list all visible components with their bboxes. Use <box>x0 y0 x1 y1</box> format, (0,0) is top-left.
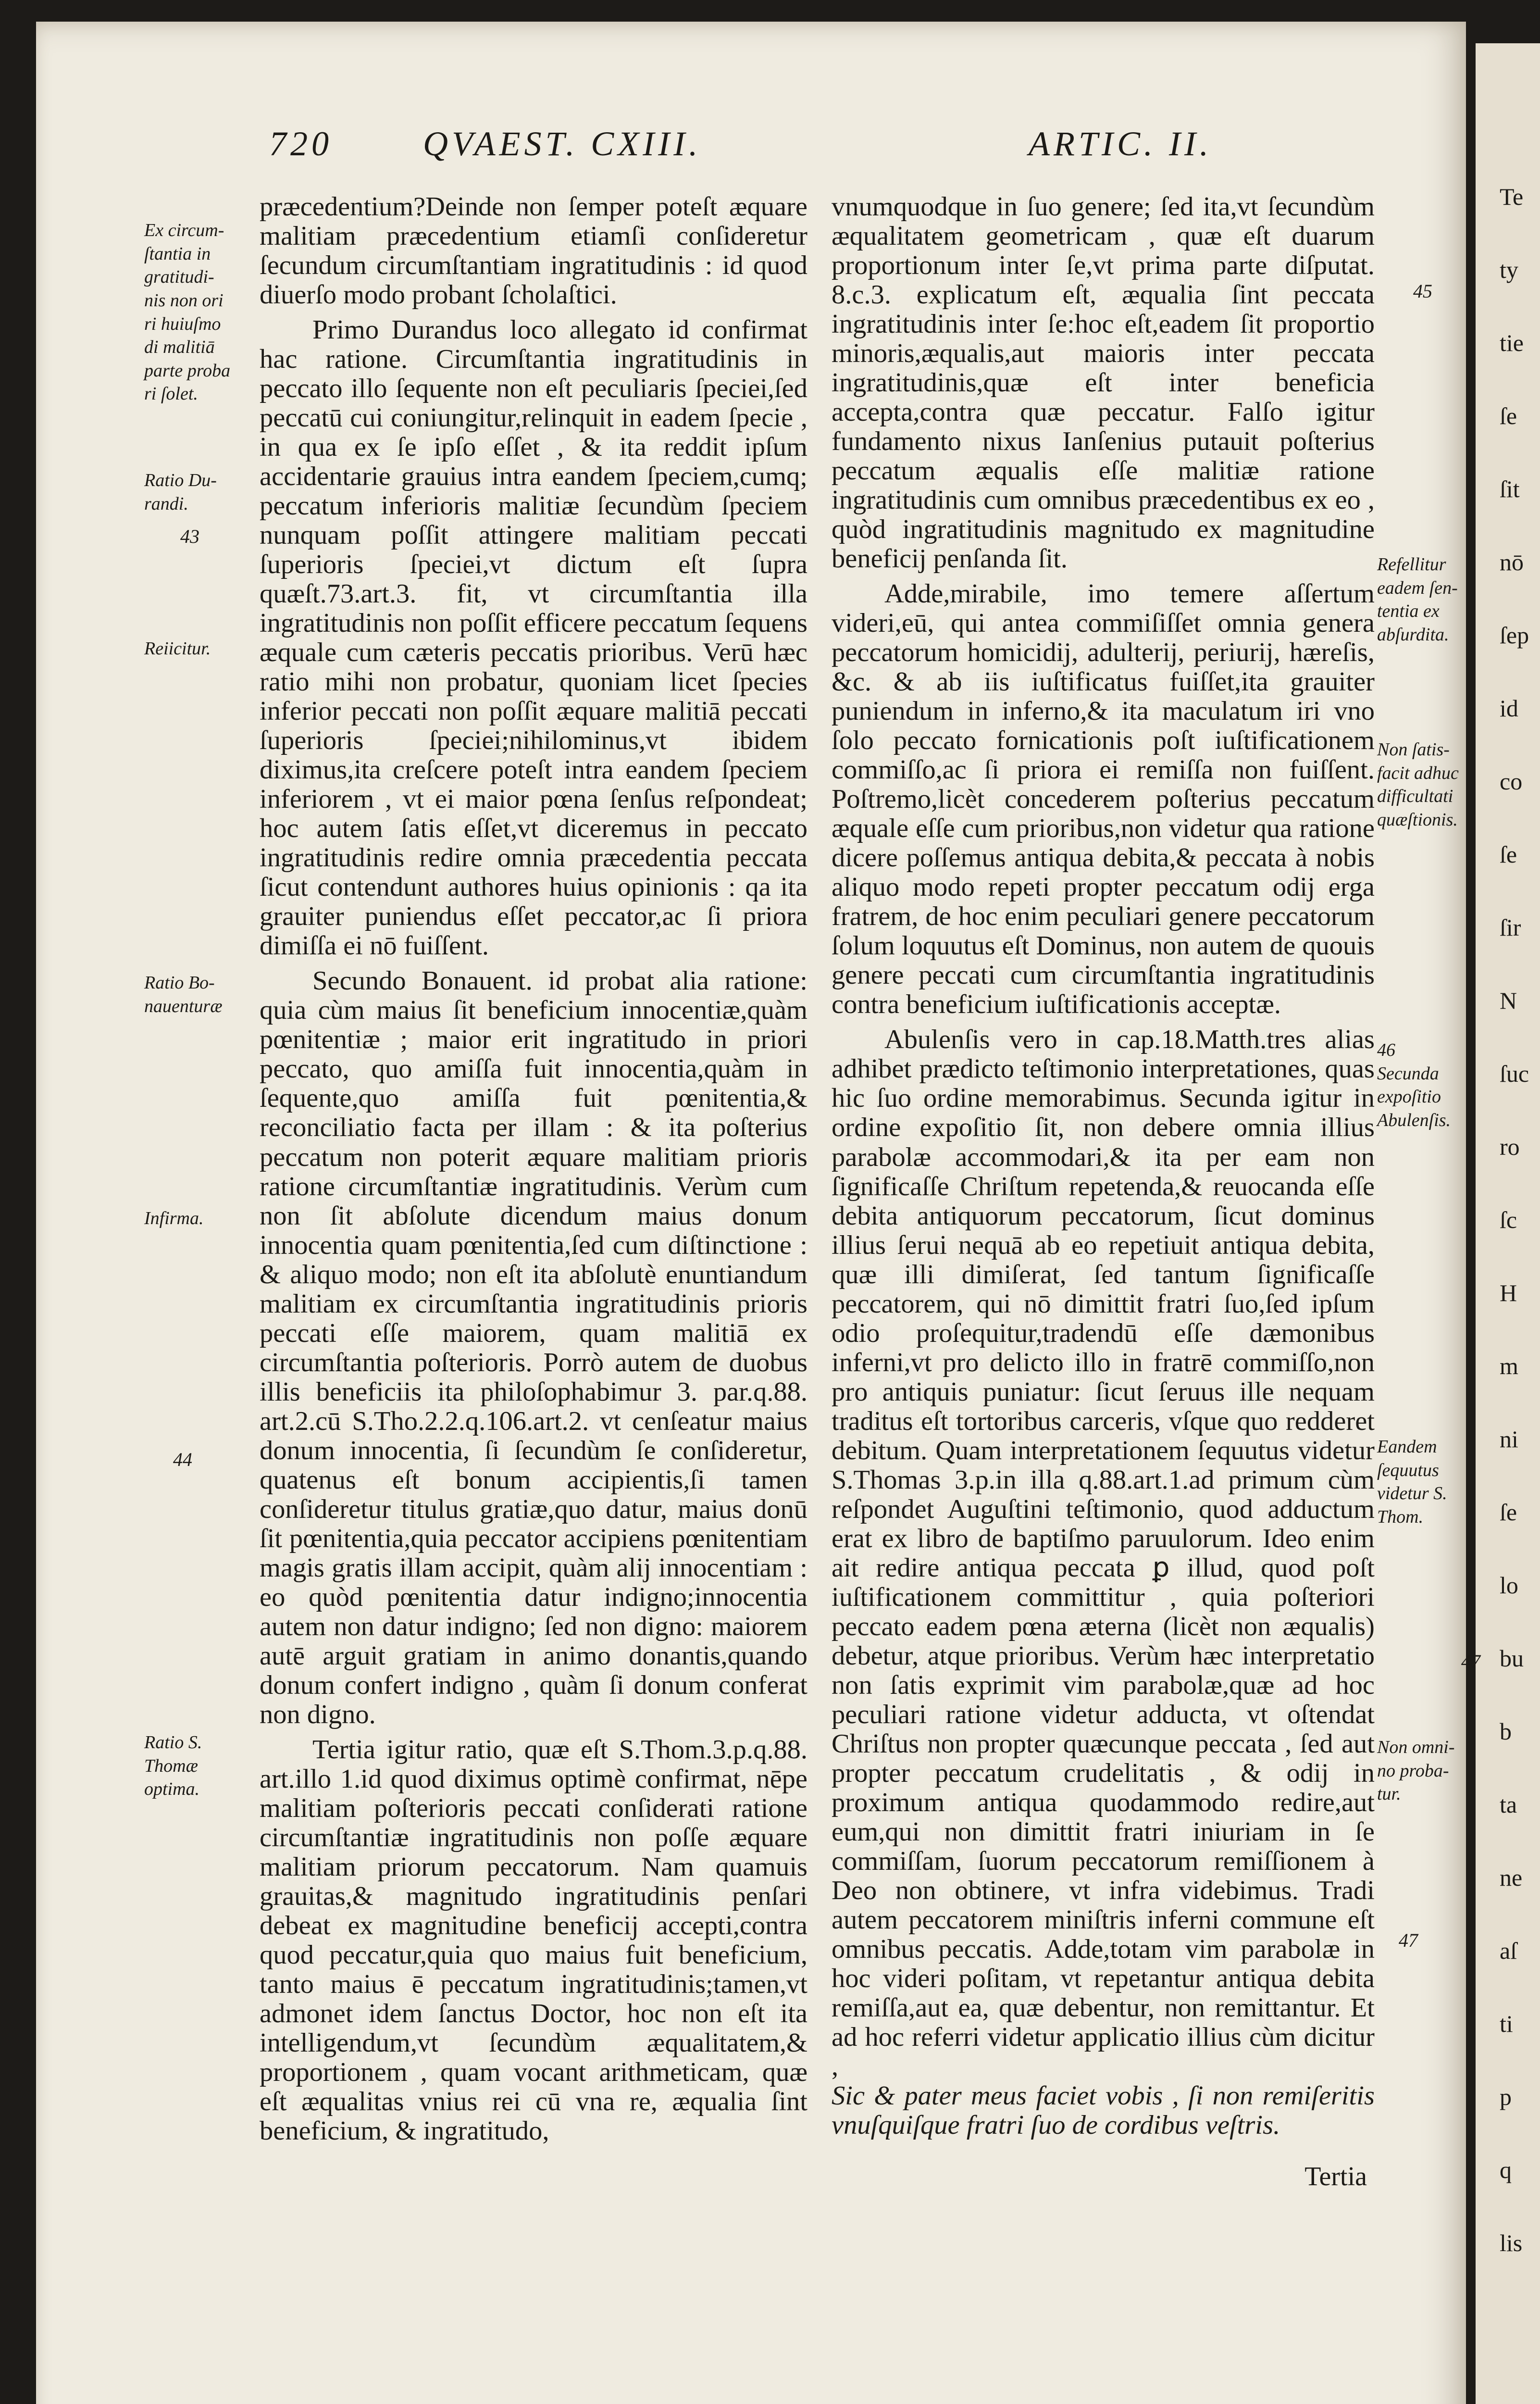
section-number: 47 <box>1461 1651 1480 1672</box>
next-page-line-fragment: ſe <box>1500 841 1517 868</box>
next-page-line-fragment: q <box>1500 2156 1512 2183</box>
page-number: 720 <box>269 125 333 163</box>
scripture-quote: Sic & pater meus faciet vobis , ſi non remiſeritis vnuſquiſque fratri ſuo de cordibus veſtris. <box>832 2081 1375 2141</box>
next-page-line-fragment: lis <box>1500 2229 1523 2256</box>
next-page-line-fragment: ni <box>1500 1426 1518 1452</box>
next-page-line-fragment: ſit <box>1500 476 1520 502</box>
right-text-column <box>832 192 1375 2140</box>
paragraph: præcedentium?Deinde non ſemper poteſt æquare malitiam præcedentium etiamſi conſideretur ſecundum circumſtantiam ingratitudinis : id quod diuerſo modo probant ſcholaſtici. <box>260 192 807 310</box>
next-page-line-fragment: aſ <box>1500 1937 1517 1964</box>
margin-note: Non omni- no proba- tur. <box>1377 1737 1455 1804</box>
section-number: 47 <box>1399 1929 1418 1951</box>
margin-note: Infirma. <box>144 1208 204 1228</box>
margin-note: Ratio S. Thomæ optima. <box>144 1732 202 1800</box>
paragraph: Secundo Bonauent. id probat alia ratione: quia cùm maius ſit beneficium innocentiæ,quàm pœnitentiæ ; maior erit ingratitudo in priori peccato, quo amiſſa fuit innocentia,quàm in ſequente,quo amiſſa fuit pœnitentia,& reconciliatio facta per illam : & ita poſterius peccatum non poterit æquare malitiam prioris ratione circumſtantiæ ingratitudinis. Verùm cum non ſit abſolute dicendum maius donum innocentia quam pœnitentia,ſed cum diſtinctione : & aliquo modo; non eſt ita abſolutè enuntiandum malitiam ex circumſtantia ingratitudinis prioris peccati eſſe maiorem, quam malitiā ex circumſtantia poſterioris. Porrò autem de duobus illis beneficiis ita philoſophabimur 3. par.q.88. art.2.cū S.Tho.2.2.q.106.art.2. vt cenſeatur maius donum innocentia, ſi ſecundùm ſe conſideretur, quatenus eſt bonum accipientis,ſi tamen conſideretur titulus gratiæ,quo datur, maius donū ſit pœnitentia,quia peccator accipiens pœnitentiam magis gratis illam accipit, quàm alij innocentiam : eo quòd pœnitentia datur indigno;innocentia autem non datur indigno; ſed non digno: maiorem autē arguit gratiam in animo donantis,quando donum confert indigno , quàm ſi donum conferat non digno. <box>260 966 807 1729</box>
section-number: 43 <box>180 526 199 547</box>
next-page-line-fragment: nō <box>1500 549 1524 576</box>
next-page-line-fragment: ty <box>1500 256 1518 283</box>
next-page-line-fragment: bu <box>1500 1645 1524 1672</box>
next-page-line-fragment: ro <box>1500 1133 1520 1160</box>
margin-note: Non ſatis- facit adhuc difficultati quæſtionis. <box>1377 739 1459 830</box>
paragraph: Primo Durandus loco allegato id confirmat hac ratione. Circumſtantia ingratitudinis in peccato illo ſequente non eſt peculiaris ſpeciei,ſed peccatū cui coniungitur,relinquit in eadem ſpecie , in qua ex ſe ipſo eſſet , & ita reddit ipſum accidentarie grauius intra eandem ſpeciem,cumq; peccatum inferioris malitiæ ſecundùm ſpeciem nunquam poſſit attingere malitiam peccati ſuperioris ſpeciei,vt dictum eſt ſupra quæſt.73.art.3. fit, vt circumſtantia illa ingratitudinis non poſſit efficere peccatum ſequens æquale cum cæteris peccatis prioribus. Verū hæc ratio mihi non probatur, quoniam licet ſpecies inferior peccati non poſſit æquare malitiā peccati ſuperioris ſpeciei;nihilominus,vt ibidem diximus,ita creſcere poteſt intra eandem ſpeciem inferiorem , vt ei maior pœna ſenſus reſpondeat; hoc autem ſatis eſſet,vt diceremus in peccato ingratitudinis redire omnia præcedentia peccata ſicut contendunt authores huius opinionis : qa ita grauiter puniendus eſſet peccator,ac ſi priora dimiſſa ei nō fuiſſent. <box>260 315 807 961</box>
paragraph: Tertia igitur ratio, quæ eſt S.Thom.3.p.q.88. art.illo 1.id quod diximus optimè confirmat, nēpe malitiam poſterioris peccati conſiderati ratione circumſtantiæ ingratitudinis non poſſe æquare malitiam priorum peccatorum. Nam quamuis grauitas,& magnitudo ingratitudinis penſari debeat ex magnitudine beneficij accepti,contra quod peccatur,quia quo maius fuit beneficium, tanto maius ē peccatum ingratitudinis;tamen,vt admonet idem ſanctus Doctor, hoc non eſt ita intelligendum,vt ſecundùm æqualitatem,& proportionem , quam vocant arithmeticam, quæ eſt æqualitas vnius rei cū vna re, æqualia ſint beneficium, & ingratitudo, <box>260 1734 807 2146</box>
paragraph: vnumquodque in ſuo genere; ſed ita,vt ſecundùm æqualitatem geometricam , quæ eſt duarum proportionum inter ſe,vt prima parte diſputat. 8.c.3. explicatum eſt, æqualia ſint peccata ingratitudinis inter ſe:hoc eſt,eadem ſit proportio minoris,æqualis,aut maioris inter peccata ingratitudinis,quæ eſt inter beneficia accepta,contra quæ peccatur. Falſo igitur fundamento nixus Ianſenius putauit poſterius peccatum æqualis eſſe malitiæ ratione ingratitudinis cum omnibus præcedentibus ex eo , quòd ingratitudinis magnitudo ex magnitudine beneficij penſanda ſit. <box>832 192 1375 574</box>
next-page-line-fragment: tie <box>1500 329 1524 356</box>
next-page-line-fragment: ſc <box>1500 1206 1517 1233</box>
next-page-line-fragment: ſuc <box>1500 1060 1529 1087</box>
catchword: Tertia <box>1304 2162 1367 2191</box>
margin-note: Ex circum- ſtantia in gratitudi- nis non ori ri huiuſmo di malitiā parte proba ri ſolet. <box>144 220 231 404</box>
next-page-line-fragment: N <box>1500 987 1517 1014</box>
next-page-line-fragment: H <box>1500 1279 1517 1306</box>
next-page-line-fragment: p <box>1500 2083 1512 2110</box>
next-page-line-fragment: ſe <box>1500 1499 1517 1526</box>
paragraph: Abulenſis vero in cap.18.Matth.tres alias adhibet prædicto teſtimonio interpretationes, quas hic ſuo ordine memorabimus. Secunda igitur in ordine expoſitio ſit, non debere omnia illius parabolæ accommodari,& ita per eam non ſignificaſſe Chriſtum repetenda,& reuocanda eſſe debita antiquorum peccatorum, ſicut dominus illius ſerui nequā ab eo repetiuit antiqua debita, quæ illi dimiſerat, ſed tantum ſignificaſſe peccatorem, qui nō dimittit fratri ſuo,ſed ipſum odio proſequitur,tradendū eſſe dæmonibus inferni,vt pro delicto illo in fratrē commiſſo,non pro antiquis puniatur: ſicut ſeruus ille nequam traditus eſt tortoribus carceris, vſque quo redderet debitum. Quam interpretationem ſequutus videtur S.Thomas 3.p.in illa q.88.art.1.ad primum cùm reſpondet Auguſtini teſtimonio, quod adductum erat ex libro de baptiſmo paruulorum. Ideo enim ait redire antiqua peccata ꝑ illud, quod poſt iuſtificationem committitur , quia poſteriori peccato eadem pœna æterna (licèt non æqualis) debetur, atque prioribus. Verùm hæc interpretatio non ſatis exprimit vim parabolæ,quæ ad hoc peculiari ratione videtur adducta, vt oſtendat Chriſtus non propter quæcunque peccata , ſed aut propter peccatum crudelitatis , & odij in proximum antiqua quodammodo redire,aut eum,qui non dimittit fratri iniuriam in ſe commiſſam, ſuorum peccatorum remiſſionem à Deo non obtinere, vt infra videbimus. Tradi autem peccatorem miniſtris inferni commune eſt omnibus peccatis. Adde,totam vim parabolæ in hoc videri poſitam, vt repetantur antiqua debita remiſſa,aut ea, quæ debentur, non remittantur. Et ad hoc referri videtur applicatio illius cùm dicitur , <box>832 1025 1375 2081</box>
margin-note: Eandem ſequutus videtur S. Thom. <box>1377 1437 1447 1527</box>
next-page-line-fragment: lo <box>1500 1572 1518 1599</box>
running-title-right: ARTIC. II. <box>1029 125 1212 163</box>
next-page-line-fragment: ne <box>1500 1864 1523 1891</box>
next-page-line-fragment: m <box>1500 1352 1518 1379</box>
margin-note: 46 Secunda expoſitio Abulenſis. <box>1377 1040 1451 1130</box>
margin-note: Ratio Bo- nauenturæ <box>144 973 223 1016</box>
margin-note: Ratio Du- randi. <box>144 470 217 514</box>
section-number: 45 <box>1413 280 1432 302</box>
next-page-line-fragment: co <box>1500 768 1523 795</box>
running-title-left: QVAEST. CXIII. <box>423 125 702 163</box>
section-number: 44 <box>173 1449 192 1470</box>
margin-note: Reiicitur. <box>144 639 211 659</box>
next-page-line-fragment: ſe <box>1500 402 1517 429</box>
next-page-line-fragment: ti <box>1500 2010 1513 2037</box>
next-page-line-fragment: b <box>1500 1718 1512 1745</box>
next-page-line-fragment: Te <box>1500 183 1524 210</box>
next-page-line-fragment: ta <box>1500 1791 1517 1818</box>
next-page-line-fragment: id <box>1500 695 1518 722</box>
next-page-line-fragment: ſep <box>1500 622 1529 649</box>
paragraph: Adde,mirabile, imo temere aſſertum videri,eū, qui antea commiſiſſet omnia genera peccatorum homicidij, adulterij, periurij, hæreſis, &c. & ab iis iuſtificatus fuiſſet,ita grauiter puniendum in inferno,& ita maculatum iri vno ſolo peccato fornicationis poſt iuſtificationem commiſſo,ac ſi priora ei remiſſa non fuiſſent. Poſtremo,licèt concederem poſterius peccatum æquale eſſe cum prioribus,non videtur qua ratione dicere poſſemus antiqua debita,& peccata à nobis aliquo modo repeti propter peccatum odij erga fratrem, de hoc enim peculiari genere peccatorum ſolum loquutus eſt Dominus, non autem de quouis genere peccati cum circumſtantia ingratitudinis contra beneficium iuſtificationis acceptæ. <box>832 579 1375 1020</box>
margin-note: Refellitur eadem ſen- tentia ex abſurdita. <box>1377 554 1458 645</box>
left-text-column <box>260 192 807 2146</box>
next-page-line-fragment: ſir <box>1500 914 1521 941</box>
